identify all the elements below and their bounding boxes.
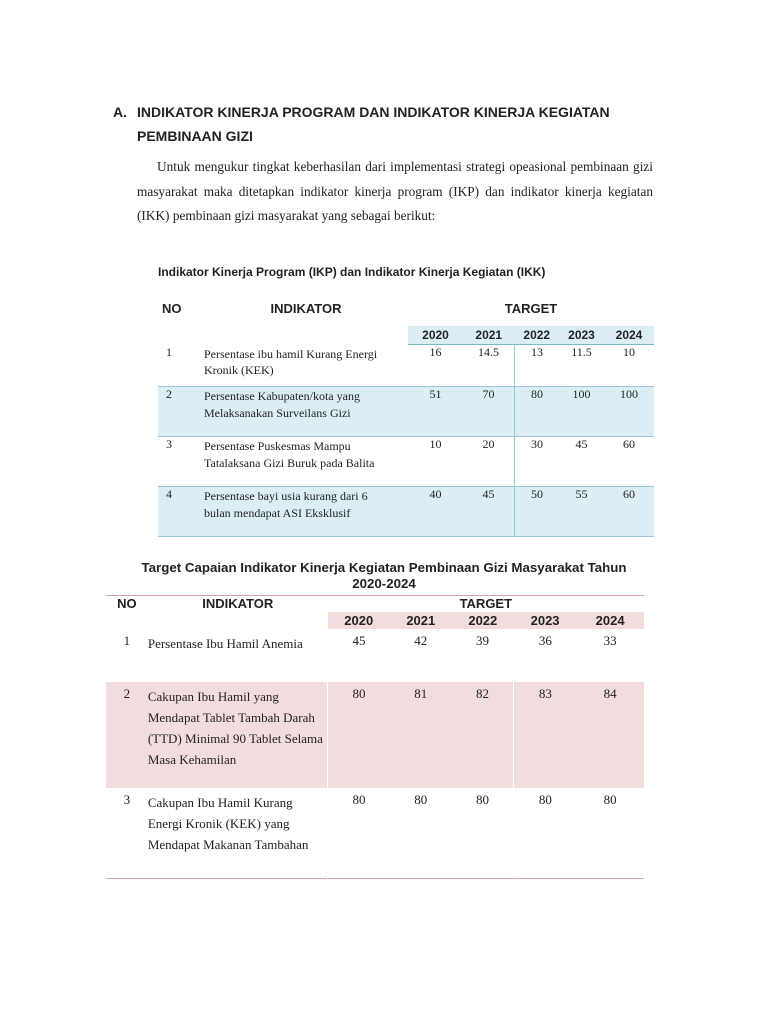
table2-year-2022: 2022 [452, 612, 514, 629]
table-row [158, 345, 654, 387]
table1-year-2021: 2021 [463, 326, 515, 345]
value-2023: 100 [559, 387, 604, 437]
table1-blank [158, 326, 204, 345]
table2-year-2021: 2021 [390, 612, 452, 629]
value-2021: 81 [390, 682, 452, 788]
value-2021: 42 [414, 633, 428, 648]
value-2023: 80 [514, 788, 576, 878]
row-number: 4 [158, 487, 204, 537]
value-2021: 70 [463, 387, 515, 437]
value-2022: 39 [476, 633, 490, 648]
value-2020: 45 [328, 629, 390, 682]
row-number: 2 [158, 387, 204, 437]
value-2021: 80 [414, 792, 428, 807]
table-row [158, 487, 654, 537]
value-2020: 51 [408, 387, 463, 437]
value-2021: 20 [482, 437, 495, 451]
value-2023: 45 [575, 437, 588, 451]
section-title-line2: PEMBINAAN GIZI [137, 128, 253, 144]
table1 [158, 290, 654, 537]
value-2022: 50 [515, 487, 560, 537]
value-2023: 11.5 [571, 345, 592, 359]
value-2021: 14.5 [478, 345, 499, 359]
table1-year-2024: 2024 [604, 326, 654, 345]
table2-year-2023: 2023 [514, 612, 576, 629]
value-2024: 100 [604, 387, 654, 437]
table1-year-2020: 2020 [408, 326, 463, 345]
table2 [106, 595, 644, 879]
value-2022: 82 [452, 682, 514, 788]
value-2024: 33 [603, 633, 617, 648]
value-2022: 80 [476, 792, 490, 807]
value-2020: 80 [328, 682, 390, 788]
row-indikator: Persentase Kabupaten/kota yang Melaksanakan Surveilans Gizi [204, 387, 408, 437]
table-row [158, 437, 654, 487]
intro-paragraph: Untuk mengukur tingkat keberhasilan dari implementasi strategi opeasional pembinaan gizi masyarakat maka ditetapkan indikator kinerja program (IKP) dan indikator kinerja kegiatan (IKK) pembinaan gizi masyarakat yang sebagai berikut: [137, 159, 653, 223]
value-2023: 36 [514, 629, 576, 682]
table2-year-2020: 2020 [328, 612, 390, 629]
row-indikator: Persentase Ibu Hamil Anemia [147, 636, 303, 651]
value-2021: 45 [463, 487, 515, 537]
row-indikator: Persentase ibu hamil Kurang Energi Kronik (KEK) [204, 346, 378, 377]
row-indikator: Persentase bayi usia kurang dari 6 bulan mendapat ASI Eksklusif [204, 487, 408, 537]
table1-year-2022: 2022 [515, 326, 560, 345]
table2-header-no: NO [117, 596, 137, 611]
row-number: 3 [123, 792, 131, 807]
table-row [158, 387, 654, 437]
value-2024: 10 [623, 345, 635, 359]
table1-caption: Indikator Kinerja Program (IKP) dan Indikator Kinerja Kegiatan (IKK) [158, 265, 546, 279]
value-2020: 16 [429, 345, 442, 359]
table2-header-indikator: INDIKATOR [202, 596, 274, 611]
value-2020: 80 [328, 788, 390, 878]
row-number: 2 [106, 682, 148, 788]
table1-header-target: TARGET [504, 300, 558, 316]
table-row [106, 682, 644, 788]
value-2024: 60 [604, 487, 654, 537]
table1-header-no: NO [162, 300, 182, 316]
value-2024: 84 [576, 682, 644, 788]
row-number: 1 [123, 633, 131, 648]
row-indikator: Cakupan Ibu Hamil Kurang Energi Kronik (KEK) yang Mendapat Makanan Tambahan [147, 795, 309, 852]
value-2024: 80 [603, 792, 617, 807]
section-letter: A. [113, 104, 127, 120]
table1-blank [204, 326, 408, 345]
row-indikator: Cakupan Ibu Hamil yang Mendapat Tablet Tambah Darah (TTD) Minimal 90 Tablet Selama Masa Kehamilan [148, 682, 328, 788]
row-number: 3 [166, 437, 172, 451]
table2-year-2024: 2024 [576, 612, 644, 629]
value-2022: 13 [515, 345, 560, 387]
value-2020: 10 [429, 437, 442, 451]
value-2023: 83 [514, 682, 576, 788]
table2-caption: Target Capaian Indikator Kinerja Kegiatan Pembinaan Gizi Masyarakat Tahun 2020-2024 [141, 560, 627, 591]
table1-year-2023: 2023 [559, 326, 604, 345]
value-2023: 55 [559, 487, 604, 537]
value-2024: 60 [623, 437, 635, 451]
table2-header-target: TARGET [459, 596, 513, 611]
section-heading [113, 100, 653, 148]
table-row [106, 629, 644, 682]
value-2020: 40 [408, 487, 463, 537]
value-2022: 30 [515, 437, 560, 487]
section-title-line1: INDIKATOR KINERJA PROGRAM DAN INDIKATOR KINERJA KEGIATAN [137, 104, 610, 120]
table2-blank [148, 612, 328, 629]
table2-blank [106, 612, 148, 629]
table1-header-indikator: INDIKATOR [270, 300, 342, 316]
row-indikator: Persentase Puskesmas Mampu Tatalaksana Gizi Buruk pada Balita [204, 439, 375, 470]
table-row [106, 788, 644, 878]
row-number: 1 [166, 344, 172, 359]
value-2022: 80 [515, 387, 560, 437]
